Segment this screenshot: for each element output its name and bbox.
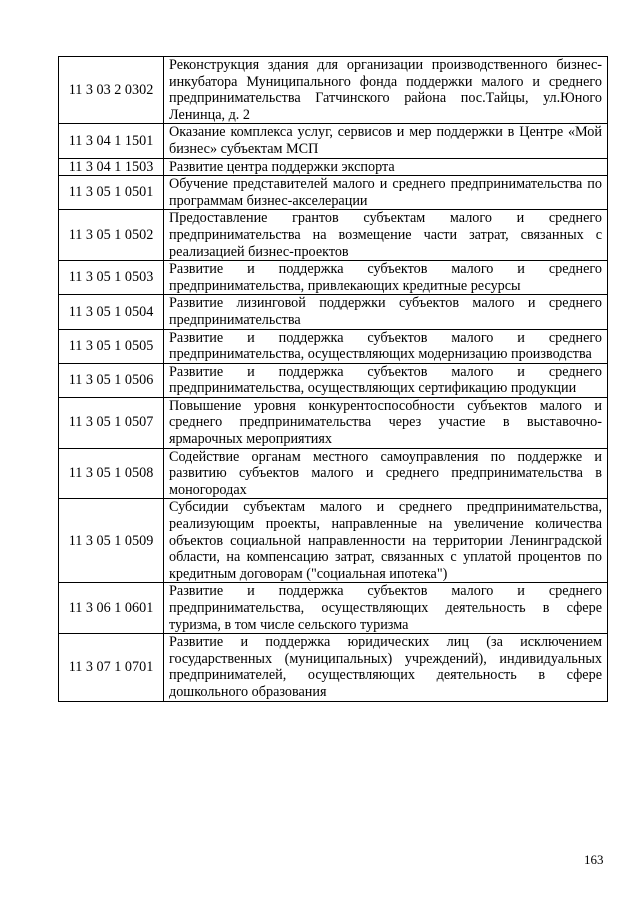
row-description: Повышение уровня конкурентоспособности субъектов малого и среднего предпринимательства через участие в выставочно-ярмарочных мероприятиях	[164, 397, 608, 448]
table-row	[59, 499, 608, 583]
table-row	[59, 363, 608, 397]
table-row	[59, 295, 608, 329]
row-description: Предоставление грантов субъектам малого и среднего предпринимательства на возмещение части затрат, связанных с реализацией бизнес-проектов	[164, 210, 608, 261]
row-description: Развитие и поддержка субъектов малого и среднего предпринимательства, осуществляющих сертификацию продукции	[164, 363, 608, 397]
row-code: 11 3 05 1 0505	[59, 329, 164, 363]
table-row	[59, 176, 608, 210]
row-description: Развитие и поддержка юридических лиц (за исключением государственных (муниципальных) учреждений), индивидуальных предпринимателей, осуществляющих деятельность в сфере дошкольного образования	[164, 634, 608, 701]
row-code: 11 3 05 1 0509	[59, 499, 164, 583]
table-row	[59, 210, 608, 261]
row-description: Содействие органам местного самоуправления по поддержке и развитию субъектов малого и среднего предпринимательства в моногородах	[164, 448, 608, 499]
table-row	[59, 634, 608, 701]
row-code: 11 3 05 1 0507	[59, 397, 164, 448]
row-description: Развитие лизинговой поддержки субъектов малого и среднего предпринимательства	[164, 295, 608, 329]
row-code: 11 3 05 1 0508	[59, 448, 164, 499]
budget-codes-table	[58, 56, 608, 702]
row-code: 11 3 05 1 0503	[59, 261, 164, 295]
row-code: 11 3 06 1 0601	[59, 583, 164, 634]
row-description: Развитие центра поддержки экспорта	[164, 158, 608, 176]
row-code: 11 3 04 1 1501	[59, 124, 164, 158]
table-row	[59, 261, 608, 295]
row-code: 11 3 04 1 1503	[59, 158, 164, 176]
table-row	[59, 448, 608, 499]
row-description: Субсидии субъектам малого и среднего предпринимательства, реализующим проекты, направленные на увеличение количества объектов социальной направленности на территории Ленинградской области, на компенсацию затрат, связанных с уплатой процентов по кредитным договорам ("социальная ипотека")	[164, 499, 608, 583]
table-row	[59, 329, 608, 363]
table-row	[59, 397, 608, 448]
page-number: 163	[584, 852, 604, 867]
row-code: 11 3 05 1 0502	[59, 210, 164, 261]
row-description: Развитие и поддержка субъектов малого и среднего предпринимательства, привлекающих кредитные ресурсы	[164, 261, 608, 295]
table-row	[59, 583, 608, 634]
row-description: Обучение представителей малого и среднего предпринимательства по программам бизнес-акселерации	[164, 176, 608, 210]
row-code: 11 3 05 1 0501	[59, 176, 164, 210]
row-code: 11 3 07 1 0701	[59, 634, 164, 701]
row-code: 11 3 05 1 0504	[59, 295, 164, 329]
table-row	[59, 124, 608, 158]
row-description: Развитие и поддержка субъектов малого и среднего предпринимательства, осуществляющих деятельность в сфере туризма, в том числе сельского туризма	[164, 583, 608, 634]
row-description: Реконструкция здания для организации производственного бизнес-инкубатора Муниципального фонда поддержки малого и среднего предпринимательства Гатчинского района пос.Тайцы, ул.Юного Ленинца, д. 2	[164, 57, 608, 124]
row-code: 11 3 05 1 0506	[59, 363, 164, 397]
row-description: Развитие и поддержка субъектов малого и среднего предпринимательства, осуществляющих модернизацию производства	[164, 329, 608, 363]
table-row	[59, 158, 608, 176]
table-row	[59, 57, 608, 124]
row-description: Оказание комплекса услуг, сервисов и мер поддержки в Центре «Мой бизнес» субъектам МСП	[164, 124, 608, 158]
row-code: 11 3 03 2 0302	[59, 57, 164, 124]
